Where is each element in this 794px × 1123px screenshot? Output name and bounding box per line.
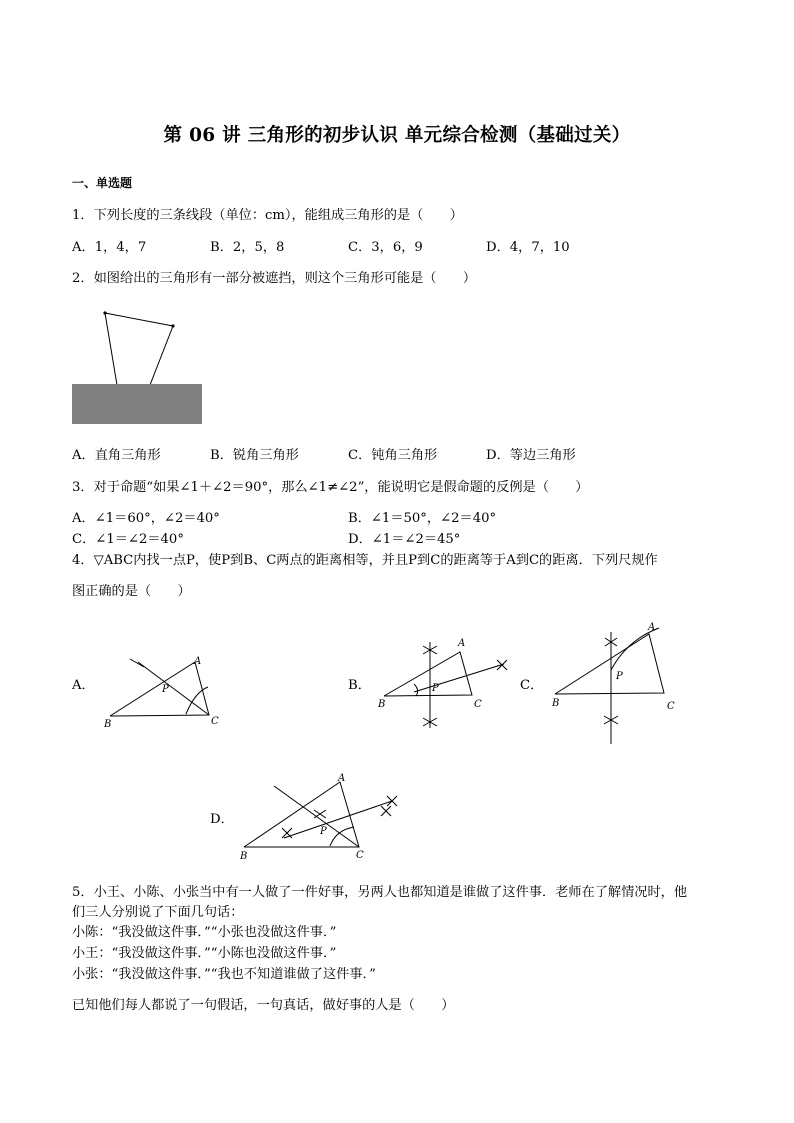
q2-option-a[interactable]: A．直角三角形 [72,448,161,463]
q2-cover-block [72,384,202,424]
figure-b-construction-line [414,664,504,692]
figure-d-arc-mark [387,796,397,806]
q4-figure-a [100,640,230,735]
q1-option-b[interactable]: B．2，5，8 [210,240,285,255]
figure-a-label-a: A [194,656,202,667]
q2-triangle-side [105,313,173,326]
figure-a-construction-line [138,662,209,715]
q5-stem-line2: 们三人分别说了下面几句话： [72,905,244,920]
q4-option-a-label[interactable]: A． [72,678,95,693]
q2-option-d[interactable]: D．等边三角形 [486,448,576,463]
q3-option-d[interactable]: D．∠1＝∠2＝45° [348,532,461,547]
figure-a-arc-mark [130,659,144,667]
q3-stem: 3．对于命题“如果∠1＋∠2＝90°，那么∠1≠∠2”，能说明它是假命题的反例是（ ） [72,480,589,495]
figure-b-label-p: P [432,683,439,694]
figure-b-arc [414,684,418,696]
q5-statement-2: 小王：“我没做这件事．”“小陈也没做这件事．” [72,946,337,961]
q3-option-a[interactable]: A．∠1＝60°，∠2＝40° [72,511,220,526]
q2-triangle-side [105,313,117,385]
figure-d-label-a: A [338,773,346,784]
page-title: 第 06 讲 三角形的初步认识 单元综合检测（基础过关） [163,125,631,146]
q4-figure-d [234,770,414,865]
q3-option-b[interactable]: B．∠1＝50°，∠2＝40° [348,511,497,526]
figure-d-arc-mark [381,806,391,816]
figure-a-label-p: P [162,684,169,695]
figure-d-label-c: C [356,850,364,861]
figure-b-triangle [384,652,472,696]
q4-option-b-label[interactable]: B． [348,678,371,693]
q2-triangle-side [150,326,173,385]
figure-b-arc-mark [497,660,507,670]
figure-d-triangle [244,782,359,847]
figure-c-label-p: P [616,671,623,682]
q4-stem-line2: 图正确的是（ ） [72,584,191,599]
figure-a-label-c: C [211,716,219,727]
figure-c-label-c: C [667,701,675,712]
q4-option-c-label[interactable]: C． [520,678,544,693]
q2-option-b[interactable]: B．锐角三角形 [210,448,299,463]
q4-option-d-label[interactable]: D． [210,812,234,827]
q2-vertex-dot [171,324,174,327]
q2-figure [70,305,205,427]
q1-stem: 1．下列长度的三条线段（单位：cm），能组成三角形的是（ ） [72,208,463,223]
figure-c-arc [611,628,659,670]
figure-d-arc-mark [314,810,326,818]
q1-option-a[interactable]: A．1，4，7 [72,240,147,255]
q2-stem: 2．如图给出的三角形有一部分被遮挡，则这个三角形可能是（ ） [72,271,477,286]
figure-b-label-b: B [378,699,386,710]
figure-a-label-b: B [104,719,112,730]
figure-d-label-p: P [320,826,327,837]
figure-a-triangle [110,662,209,716]
q1-option-d[interactable]: D．4，7，10 [486,240,570,255]
figure-b-label-c: C [474,699,482,710]
q5-statement-3: 小张：“我没做这件事．”“我也不知道谁做了这件事．” [72,967,376,982]
q2-vertex-dot [103,311,106,314]
figure-d-arc [330,827,354,846]
q5-stem-line1: 5．小王、小陈、小张当中有一人做了一件好事，另两人也都知道是谁做了这件事．老师在了解情况时，他 [72,885,688,900]
q1-option-c[interactable]: C．3，6，9 [348,240,423,255]
q5-statement-1: 小陈：“我没做这件事．”“小张也没做这件事．” [72,925,337,940]
q4-figure-b [372,630,522,735]
q4-figure-c [545,620,695,746]
section-heading: 一、单选题 [72,176,133,190]
q5-final: 已知他们每人都说了一句假话，一句真话，做好事的人是（ ） [72,998,455,1013]
figure-b-label-a: A [458,638,466,649]
q2-option-c[interactable]: C．钝角三角形 [348,448,438,463]
figure-d-label-b: B [240,851,248,862]
q4-stem-line1: 4．▽ABC内找一点P，使P到B、C两点的距离相等，并且P到C的距离等于A到C的距离．下列尺规作 [72,553,658,568]
figure-c-label-a: A [648,622,656,633]
figure-c-label-b: B [552,698,560,709]
q3-option-c[interactable]: C．∠1＝∠2＝40° [72,532,184,547]
